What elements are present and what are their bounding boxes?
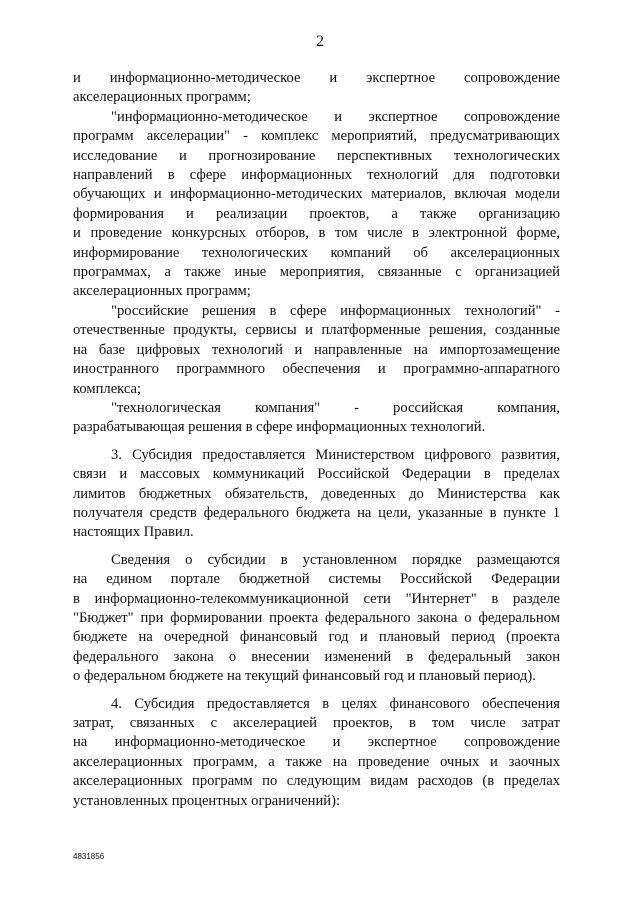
document-code: 4831856 — [73, 852, 105, 861]
text-line: формирования и реализации проектов, а также организацию — [73, 205, 560, 222]
text-line: затрат, связанных с акселерацией проектов, в том числе затрат — [73, 715, 560, 731]
paragraph-gap — [73, 438, 560, 446]
text-line: установленных процентных ограничений): — [73, 792, 341, 809]
paragraph-3 — [73, 302, 560, 399]
paragraph-2 — [73, 108, 560, 302]
page-number: 2 — [316, 33, 324, 50]
text-line: акселерационных программ по следующим видам расходов (в пределах — [73, 773, 560, 790]
text-line: "технологическая компания" - российская компания, — [111, 399, 560, 416]
text-line: бюджете на очередной финансовый год и плановый период (проекта — [73, 629, 560, 646]
text-line: на базе цифровых технологий и направленные на импортозамещение — [73, 341, 560, 358]
paragraph-7 — [73, 695, 560, 811]
text-line: акселерационных программ; — [73, 283, 251, 300]
text-line: "российские решения в сфере информационных технологий" - — [111, 302, 560, 319]
text-line: исследование и прогнозирование перспективных технологических — [73, 147, 560, 164]
text-line: федерального закона о внесении изменений в федеральный закон — [73, 648, 560, 665]
paragraph-1 — [73, 69, 560, 108]
text-line: Сведения о субсидии в установленном порядке размещаются — [111, 551, 560, 568]
text-line: на информационно-методическое и экспертное сопровождение — [73, 734, 560, 751]
text-line: и проведение конкурсных отборов, в том числе в электронной форме, — [73, 225, 560, 242]
text-line: иностранного программного обеспечения и программно-аппаратного — [73, 361, 560, 378]
text-line: обучающих и информационно-методических материалов, включая модели — [73, 186, 560, 203]
text-line: 3. Субсидия предоставляется Министерством цифрового развития, — [111, 446, 560, 463]
document-body — [73, 69, 560, 811]
paragraph-gap — [73, 543, 560, 551]
text-line: акселерационных программ; — [73, 89, 251, 106]
text-line: связи и массовых коммуникаций Российской Федерации в пределах — [73, 466, 560, 483]
text-line: в информационно-телекоммуникационной сети "Интернет" в разделе — [73, 590, 560, 607]
text-line: акселерационных программ, а также на проведение очных и заочных — [73, 753, 560, 770]
paragraph-gap — [73, 687, 560, 695]
text-line: о федеральном бюджете на текущий финансовый год и плановый период). — [73, 668, 536, 685]
paragraph-4 — [73, 399, 560, 438]
text-line: лимитов бюджетных обязательств, доведенных до Министерства как — [73, 485, 560, 502]
text-line: информирование технологических компаний об акселерационных — [73, 244, 560, 261]
paragraph-5 — [73, 446, 560, 543]
text-line: программ акселерации" - комплекс мероприятий, предусматривающих — [73, 128, 560, 145]
text-line: получателя средств федерального бюджета на цели, указанные в пункте 1 — [73, 504, 560, 521]
paragraph-6 — [73, 551, 560, 687]
text-line: разрабатывающая решения в сфере информационных технологий. — [73, 419, 486, 436]
text-line: на едином портале бюджетной системы Российской Федерации — [73, 571, 560, 588]
text-line: настоящих Правил. — [73, 524, 194, 541]
text-line: отечественные продукты, сервисы и платформенные решения, созданные — [73, 322, 560, 339]
text-line: комплекса; — [73, 380, 142, 397]
text-line: 4. Субсидия предоставляется в целях финансового обеспечения — [111, 695, 560, 712]
text-line: и информационно-методическое и экспертное сопровождение — [73, 70, 560, 86]
text-line: программах, а также иные мероприятия, связанные с организацией — [73, 264, 560, 281]
text-line: направлений в сфере информационных технологий для подготовки — [73, 167, 560, 184]
text-line: "информационно-методическое и экспертное сопровождение — [111, 108, 560, 125]
text-line: "Бюджет" при формировании проекта федерального закона о федеральном — [73, 609, 560, 626]
